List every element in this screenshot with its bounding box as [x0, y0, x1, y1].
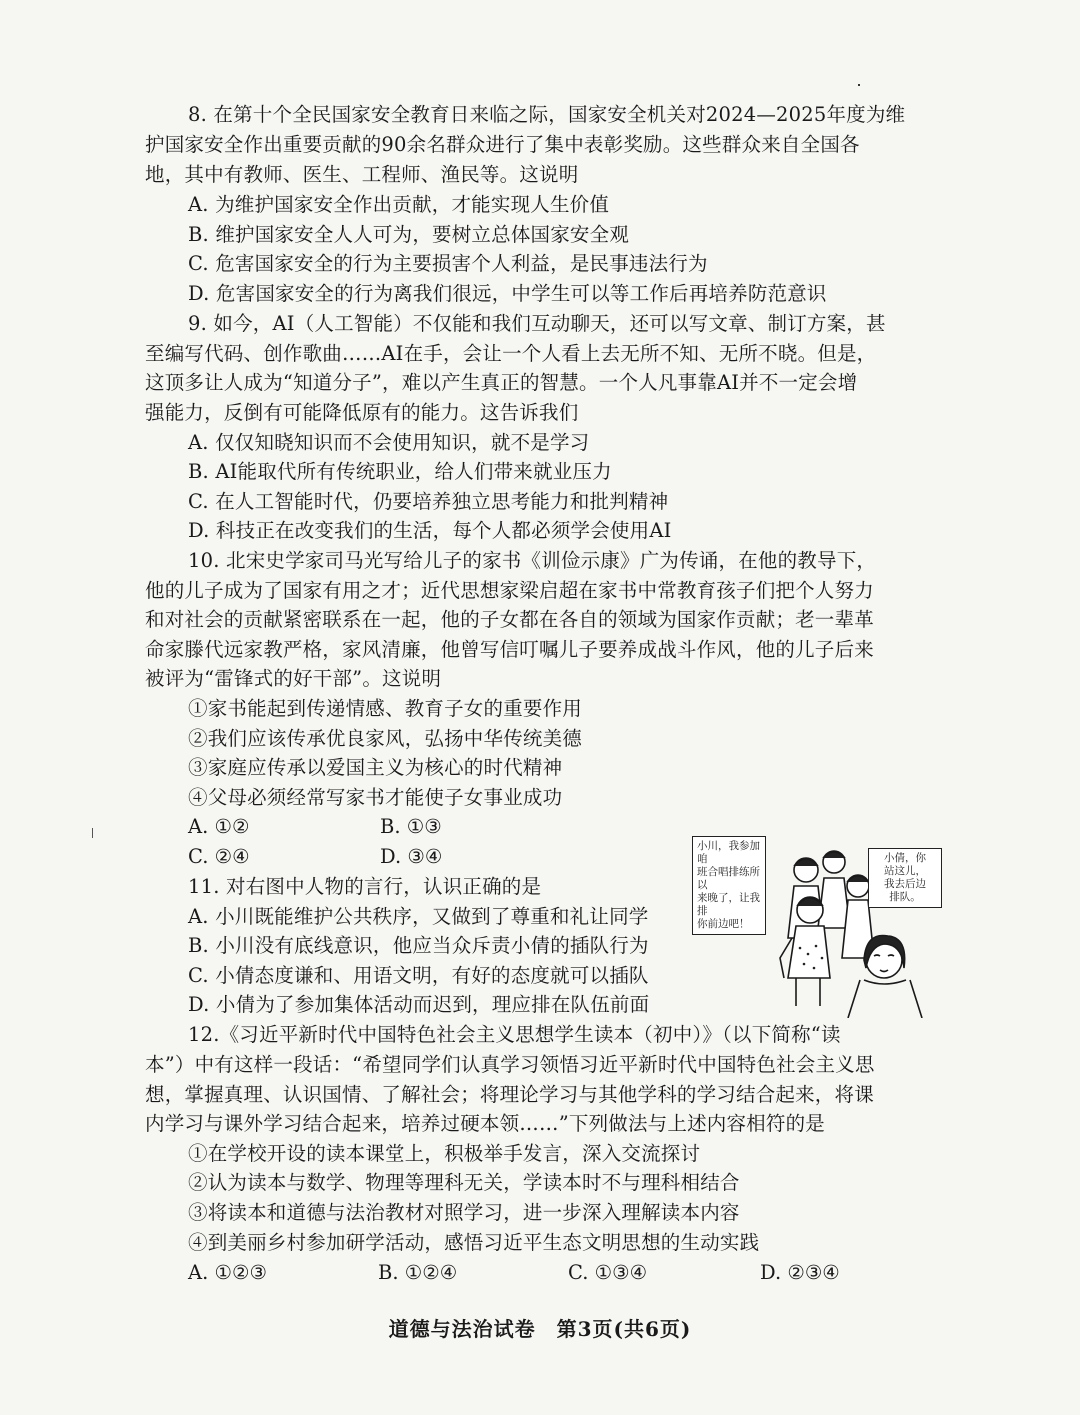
q8-stem-line-2: 护国家安全作出重要贡献的90余名群众进行了集中表彰奖励。这些群众来自全国各	[145, 133, 860, 156]
q12-stem-line-2: 本”）中有这样一段话：“希望同学们认真学习领悟习近平新时代中国特色社会主义思	[145, 1053, 875, 1076]
q9-stem-line-2: 至编写代码、创作歌曲……AI在手，会让一个人看上去无所不知、无所不晓。但是，	[145, 342, 877, 365]
q11-option-b: B. 小川没有底线意识，他应当众斥责小倩的插队行为	[188, 934, 649, 957]
q10-stem-line-3: 和对社会的贡献紧密联系在一起，他的子女都在各自的领域为国家作贡献；老一辈革	[145, 608, 874, 631]
q12-statement-1: ①在学校开设的读本课堂上，积极举手发言，深入交流探讨	[188, 1142, 701, 1165]
q10-option-a: A. ①②	[188, 815, 250, 838]
bubble-right-line-3: 我去后边	[884, 878, 926, 890]
bubble-left-line-1: 小川，我参加咱	[697, 840, 760, 865]
q12-statement-2: ②认为读本与数学、物理等理科无关，学读本时不与理科相结合	[188, 1171, 740, 1194]
q8-option-c: C. 危害国家安全的行为主要损害个人利益，是民事违法行为	[188, 252, 708, 275]
page-footer: 道德与法治试卷 第3页(共6页)	[388, 1317, 692, 1341]
q9-stem-line-4: 强能力，反倒有可能降低原有的能力。这告诉我们	[145, 401, 579, 424]
q12-stem-line-3: 想，掌握真理、认识国情、了解社会；将理论学习与其他学科的学习结合起来，将课	[145, 1083, 874, 1106]
q12-option-a: A. ①②③	[188, 1261, 267, 1284]
q10-option-c: C. ②④	[188, 845, 250, 868]
q8-stem-line-1: 8. 在第十个全民国家安全教育日来临之际，国家安全机关对2024—2025年度为维	[188, 103, 906, 126]
q9-option-c: C. 在人工智能时代，仍要培养独立思考能力和批判精神	[188, 490, 669, 513]
q12-option-d: D. ②③④	[760, 1261, 840, 1284]
q12-statement-4: ④到美丽乡村参加研学活动，感悟习近平生态文明思想的生动实践	[188, 1231, 760, 1254]
q8-option-a: A. 为维护国家安全作出贡献，才能实现人生价值	[188, 193, 610, 216]
q10-statement-4: ④父母必须经常写家书才能使子女事业成功	[188, 786, 563, 809]
q9-option-a: A. 仅仅知晓知识而不会使用知识，就不是学习	[188, 431, 590, 454]
q11-stem: 11. 对右图中人物的言行，认识正确的是	[188, 875, 542, 898]
q12-stem-line-4: 内学习与课外学习结合起来，培养过硬本领……”下列做法与上述内容相符的是	[145, 1112, 825, 1135]
bubble-right-line-4: 排队。	[889, 891, 921, 903]
q11-option-d: D. 小倩为了参加集体活动而迟到，理应排在队伍前面	[188, 993, 650, 1016]
scan-speck	[858, 84, 860, 86]
q9-stem-line-3: 这顶多让人成为“知道分子”，难以产生真正的智慧。一个人凡事靠AI并不一定会增	[145, 371, 858, 394]
q10-option-d: D. ③④	[380, 845, 443, 868]
q10-stem-line-2: 他的儿子成为了国家有用之才；近代思想家梁启超在家书中常教育孩子们把个人努力	[145, 579, 874, 602]
q10-statement-1: ①家书能起到传递情感、教育子女的重要作用	[188, 697, 583, 720]
margin-mark	[92, 828, 93, 838]
q10-statement-3: ③家庭应传承以爱国主义为核心的时代精神	[188, 756, 563, 779]
q12-stem-line-1: 12.《习近平新时代中国特色社会主义思想学生读本（初中）》（以下简称“读	[188, 1023, 841, 1046]
speech-bubble-xiaoqian	[692, 836, 766, 935]
q9-option-b: B. AI能取代所有传统职业，给人们带来就业压力	[188, 460, 612, 483]
q8-option-b: B. 维护国家安全人人可为，要树立总体国家安全观	[188, 223, 630, 246]
bubble-right-line-2: 站这儿，	[884, 865, 926, 877]
q10-option-b: B. ①③	[380, 815, 442, 838]
q10-stem-line-5: 被评为“雷锋式的好干部”。这说明	[145, 667, 442, 690]
q8-stem-line-3: 地，其中有教师、医生、工程师、渔民等。这说明	[145, 163, 579, 186]
q8-option-d: D. 危害国家安全的行为离我们很远，中学生可以等工作后再培养防范意识	[188, 282, 827, 305]
speech-bubble-xiaochuan	[868, 848, 942, 908]
q12-option-c: C. ①③④	[568, 1261, 648, 1284]
q10-stem-line-1: 10. 北宋史学家司马光写给儿子的家书《训俭示康》广为传诵，在他的教导下，	[188, 549, 877, 572]
bubble-left-line-2: 班合唱排练所以	[697, 866, 760, 891]
bubble-right-line-1: 小倩，你	[884, 852, 926, 864]
q12-option-b: B. ①②④	[378, 1261, 458, 1284]
q12-statement-3: ③将读本和道德与法治教材对照学习，进一步深入理解读本内容	[188, 1201, 740, 1224]
q9-option-d: D. 科技正在改变我们的生活，每个人都必须学会使用AI	[188, 519, 672, 542]
bubble-left-line-3: 来晚了，让我排	[697, 892, 760, 917]
q10-statement-2: ②我们应该传承优良家风，弘扬中华传统美德	[188, 727, 583, 750]
queue-illustration	[688, 828, 940, 1018]
q10-stem-line-4: 命家滕代远家教严格，家风清廉，他曾写信叮嘱儿子要养成战斗作风，他的儿子后来	[145, 638, 874, 661]
q11-option-a: A. 小川既能维护公共秩序，又做到了尊重和礼让同学	[188, 905, 649, 928]
q9-stem-line-1: 9. 如今，AI（人工智能）不仅能和我们互动聊天，还可以写文章、制订方案，甚	[188, 312, 886, 335]
q11-option-c: C. 小倩态度谦和、用语文明，有好的态度就可以插队	[188, 964, 649, 987]
bubble-left-line-4: 你前边吧！	[697, 918, 750, 930]
